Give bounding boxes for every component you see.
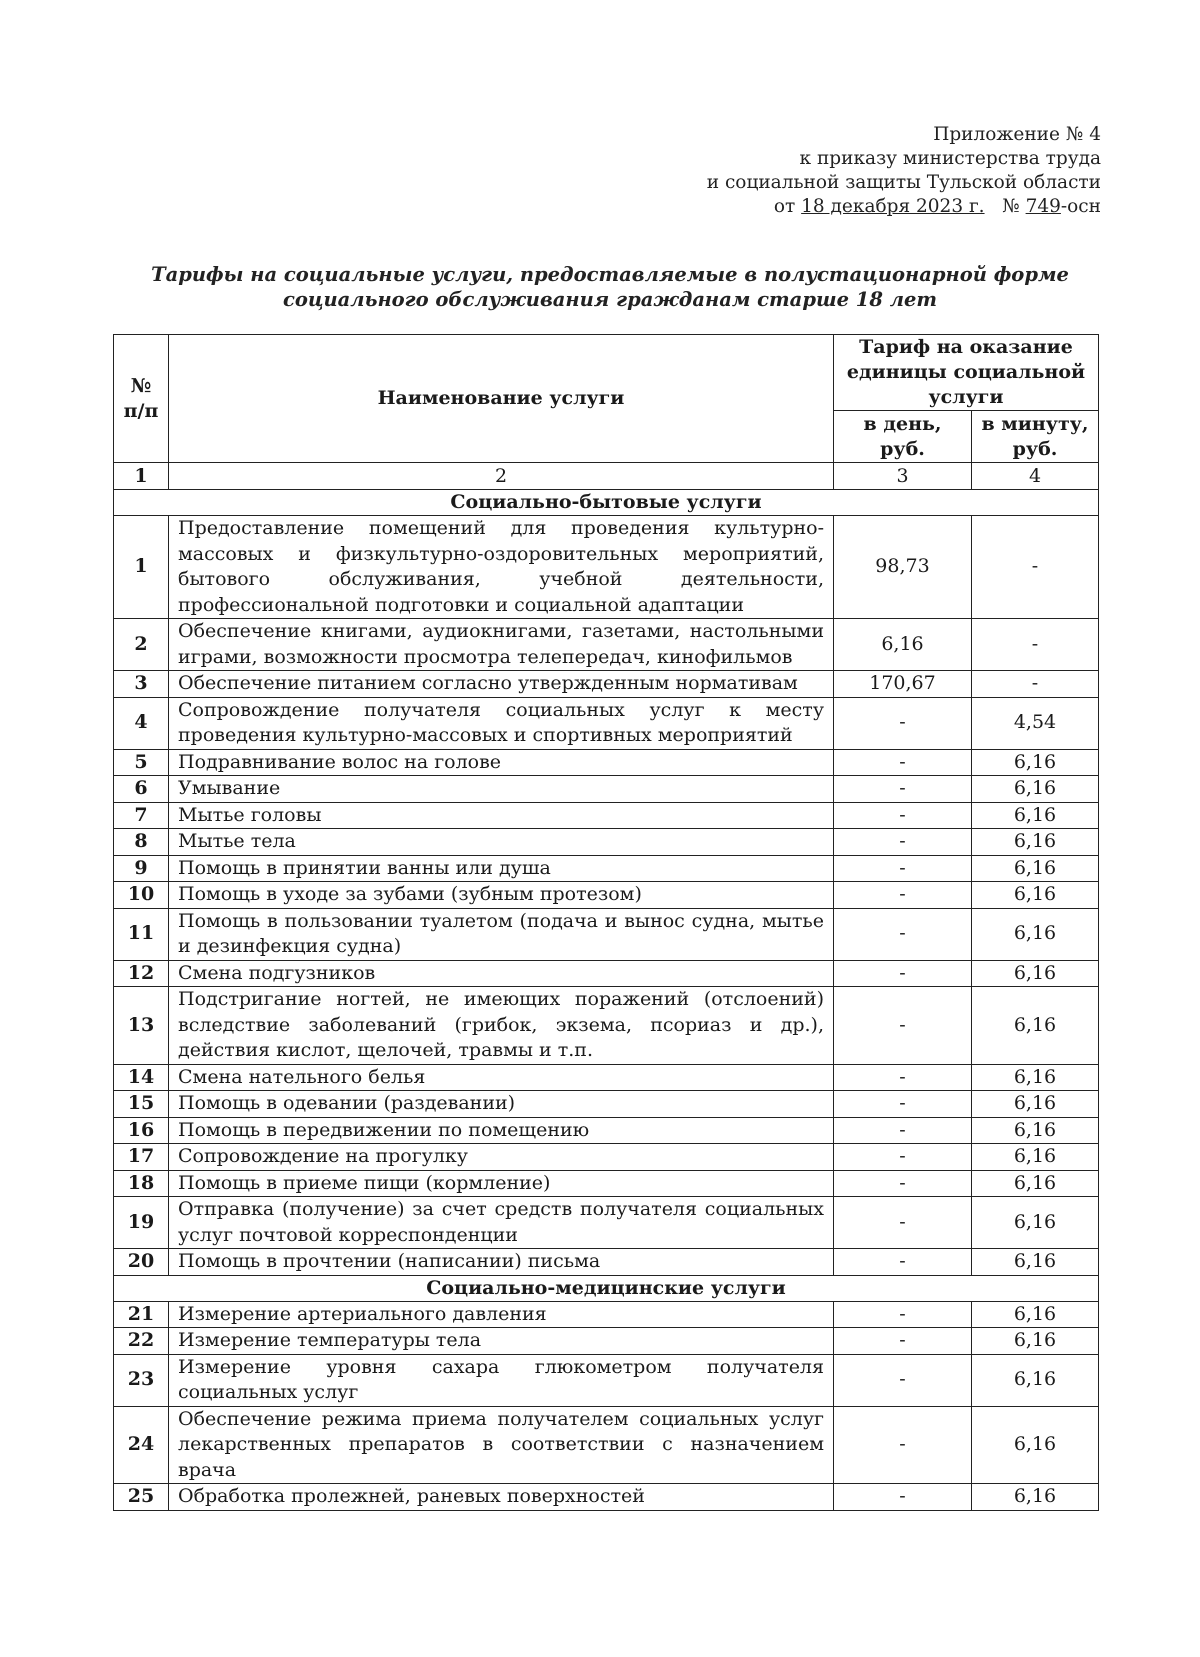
- row-number: 18: [114, 1170, 169, 1197]
- table-body: [114, 490, 1099, 1511]
- section-title: Социально-медицинские услуги: [114, 1275, 1099, 1301]
- service-name: Помощь в принятии ванны или душа: [169, 855, 834, 882]
- table-row: [114, 1406, 1099, 1484]
- table-row: [114, 1091, 1099, 1118]
- tariff-per-minute: 6,16: [972, 1406, 1099, 1484]
- tariff-per-day: -: [834, 1484, 972, 1511]
- tariff-per-minute: -: [972, 516, 1099, 619]
- table-row: [114, 855, 1099, 882]
- column-header-per-minute: в минуту, руб.: [972, 411, 1099, 463]
- table-row: [114, 1249, 1099, 1276]
- tariff-per-minute: 6,16: [972, 1170, 1099, 1197]
- service-name: Обработка пролежней, раневых поверхностей: [169, 1484, 834, 1511]
- tariff-per-day: -: [834, 987, 972, 1065]
- tariff-per-day: -: [834, 829, 972, 856]
- column-index: 3: [834, 463, 972, 490]
- service-name: Мытье тела: [169, 829, 834, 856]
- tariff-per-minute: 6,16: [972, 882, 1099, 909]
- column-index: 1: [114, 463, 169, 490]
- service-name: Предоставление помещений для проведения культурно-массовых и физкультурно-оздоровительных мероприятий, бытового обслуживания, учебной деятельности, профессиональной подготовки и социальной адаптации: [169, 516, 834, 619]
- row-number: 13: [114, 987, 169, 1065]
- service-name: Помощь в уходе за зубами (зубным протезом): [169, 882, 834, 909]
- row-number: 25: [114, 1484, 169, 1511]
- tariff-per-day: -: [834, 1354, 972, 1406]
- table-row: [114, 882, 1099, 909]
- row-number: 6: [114, 776, 169, 803]
- tariff-per-minute: 6,16: [972, 749, 1099, 776]
- table-row: [114, 960, 1099, 987]
- service-name: Обеспечение питанием согласно утвержденным нормативам: [169, 671, 834, 698]
- service-name: Умывание: [169, 776, 834, 803]
- tariff-table: [113, 334, 1099, 1511]
- table-row: [114, 619, 1099, 671]
- table-row: [114, 697, 1099, 749]
- service-name: Сопровождение на прогулку: [169, 1144, 834, 1171]
- tariff-per-day: -: [834, 802, 972, 829]
- row-number: 8: [114, 829, 169, 856]
- table-row: [114, 1354, 1099, 1406]
- row-number: 16: [114, 1117, 169, 1144]
- row-number: 24: [114, 1406, 169, 1484]
- tariff-per-minute: 6,16: [972, 802, 1099, 829]
- row-number: 9: [114, 855, 169, 882]
- tariff-per-day: -: [834, 1170, 972, 1197]
- service-name: Смена нательного белья: [169, 1064, 834, 1091]
- service-name: Помощь в передвижении по помещению: [169, 1117, 834, 1144]
- section-title: Социально-бытовые услуги: [114, 490, 1099, 516]
- tariff-per-minute: 4,54: [972, 697, 1099, 749]
- order-date-line: от 18 декабря 2023 г. № 749-осн: [773, 196, 1101, 217]
- tariff-per-minute: 6,16: [972, 908, 1099, 960]
- tariff-per-day: -: [834, 1091, 972, 1118]
- service-name: Измерение артериального давления: [169, 1301, 834, 1328]
- row-number: 1: [114, 516, 169, 619]
- tariff-per-minute: 6,16: [972, 960, 1099, 987]
- table-header: [114, 335, 1099, 490]
- column-header-tariff: Тариф на оказание единицы социальной услуги: [834, 335, 1099, 411]
- service-name: Отправка (получение) за счет средств получателя социальных услуг почтовой корреспонденции: [169, 1197, 834, 1249]
- tariff-per-day: -: [834, 1249, 972, 1276]
- table-row: [114, 1170, 1099, 1197]
- tariff-per-day: -: [834, 1301, 972, 1328]
- table-row: [114, 829, 1099, 856]
- column-index-row: [114, 463, 1099, 490]
- table-row: [114, 1064, 1099, 1091]
- column-header-per-day: в день, руб.: [834, 411, 972, 463]
- section-row: [114, 490, 1099, 516]
- table-row: [114, 802, 1099, 829]
- tariff-per-minute: -: [972, 619, 1099, 671]
- row-number: 3: [114, 671, 169, 698]
- row-number: 14: [114, 1064, 169, 1091]
- tariff-per-day: -: [834, 882, 972, 909]
- service-name: Помощь в одевании (раздевании): [169, 1091, 834, 1118]
- tariff-per-day: -: [834, 1064, 972, 1091]
- row-number: 20: [114, 1249, 169, 1276]
- tariff-per-minute: 6,16: [972, 1301, 1099, 1328]
- tariff-per-minute: 6,16: [972, 829, 1099, 856]
- tariff-per-minute: 6,16: [972, 1328, 1099, 1355]
- table-row: [114, 1301, 1099, 1328]
- tariff-per-day: -: [834, 908, 972, 960]
- column-header-name: Наименование услуги: [169, 335, 834, 463]
- tariff-per-day: -: [834, 697, 972, 749]
- row-number: 7: [114, 802, 169, 829]
- table-row: [114, 1484, 1099, 1511]
- tariff-per-minute: 6,16: [972, 1197, 1099, 1249]
- tariff-per-minute: 6,16: [972, 1091, 1099, 1118]
- tariff-per-day: 6,16: [834, 619, 972, 671]
- row-number: 22: [114, 1328, 169, 1355]
- column-header-num: № п/п: [114, 335, 169, 463]
- tariff-per-day: 170,67: [834, 671, 972, 698]
- row-number: 19: [114, 1197, 169, 1249]
- row-number: 4: [114, 697, 169, 749]
- order-reference: к приказу министерства труда: [799, 148, 1101, 169]
- appendix-number: Приложение № 4: [933, 124, 1101, 145]
- service-name: Мытье головы: [169, 802, 834, 829]
- row-number: 23: [114, 1354, 169, 1406]
- table-row: [114, 987, 1099, 1065]
- tariff-per-minute: 6,16: [972, 1144, 1099, 1171]
- tariff-per-day: -: [834, 1117, 972, 1144]
- tariff-per-day: -: [834, 960, 972, 987]
- row-number: 5: [114, 749, 169, 776]
- table-row: [114, 908, 1099, 960]
- service-name: Помощь в пользовании туалетом (подача и вынос судна, мытье и дезинфекция судна): [169, 908, 834, 960]
- service-name: Измерение уровня сахара глюкометром получателя социальных услуг: [169, 1354, 834, 1406]
- table-row: [114, 1144, 1099, 1171]
- tariff-per-day: -: [834, 1144, 972, 1171]
- tariff-per-day: -: [834, 1406, 972, 1484]
- tariff-per-day: -: [834, 855, 972, 882]
- ministry-name: и социальной защиты Тульской области: [706, 172, 1101, 193]
- row-number: 17: [114, 1144, 169, 1171]
- service-name: Помощь в приеме пищи (кормление): [169, 1170, 834, 1197]
- column-index: 4: [972, 463, 1099, 490]
- table-row: [114, 516, 1099, 619]
- service-name: Подстригание ногтей, не имеющих поражений (отслоений) вследствие заболеваний (грибок, экзема, псориаз и др.), действия кислот, щелочей, травмы и т.п.: [169, 987, 834, 1065]
- service-name: Обеспечение режима приема получателем социальных услуг лекарственных препаратов в соответствии с назначением врача: [169, 1406, 834, 1484]
- tariff-per-minute: 6,16: [972, 1354, 1099, 1406]
- row-number: 10: [114, 882, 169, 909]
- row-number: 12: [114, 960, 169, 987]
- service-name: Смена подгузников: [169, 960, 834, 987]
- tariff-per-minute: 6,16: [972, 1117, 1099, 1144]
- order-number: 749: [1025, 196, 1061, 217]
- table-row: [114, 1197, 1099, 1249]
- service-name: Сопровождение получателя социальных услуг к месту проведения культурно-массовых и спортивных мероприятий: [169, 697, 834, 749]
- section-row: [114, 1275, 1099, 1301]
- table-row: [114, 776, 1099, 803]
- tariff-per-minute: 6,16: [972, 987, 1099, 1065]
- tariff-per-day: -: [834, 1197, 972, 1249]
- tariff-per-day: -: [834, 776, 972, 803]
- table-row: [114, 1117, 1099, 1144]
- tariff-per-day: -: [834, 749, 972, 776]
- table-row: [114, 1328, 1099, 1355]
- row-number: 11: [114, 908, 169, 960]
- service-name: Обеспечение книгами, аудиокнигами, газетами, настольными играми, возможности просмотра телепередач, кинофильмов: [169, 619, 834, 671]
- table-row: [114, 671, 1099, 698]
- column-index: 2: [169, 463, 834, 490]
- tariff-per-day: 98,73: [834, 516, 972, 619]
- row-number: 15: [114, 1091, 169, 1118]
- document-title: Тарифы на социальные услуги, предоставляемые в полустационарной форме социального обслуживания гражданам старше 18 лет: [151, 263, 1069, 311]
- order-date: 18 декабря 2023 г.: [801, 196, 985, 217]
- row-number: 2: [114, 619, 169, 671]
- appendix-header: [581, 123, 1101, 219]
- tariff-per-minute: 6,16: [972, 1249, 1099, 1276]
- service-name: Помощь в прочтении (написании) письма: [169, 1249, 834, 1276]
- service-name: Измерение температуры тела: [169, 1328, 834, 1355]
- tariff-per-minute: 6,16: [972, 776, 1099, 803]
- tariff-per-minute: 6,16: [972, 1064, 1099, 1091]
- service-name: Подравнивание волос на голове: [169, 749, 834, 776]
- tariff-per-minute: 6,16: [972, 1484, 1099, 1511]
- tariff-per-minute: -: [972, 671, 1099, 698]
- table-row: [114, 749, 1099, 776]
- row-number: 21: [114, 1301, 169, 1328]
- tariff-per-day: -: [834, 1328, 972, 1355]
- tariff-per-minute: 6,16: [972, 855, 1099, 882]
